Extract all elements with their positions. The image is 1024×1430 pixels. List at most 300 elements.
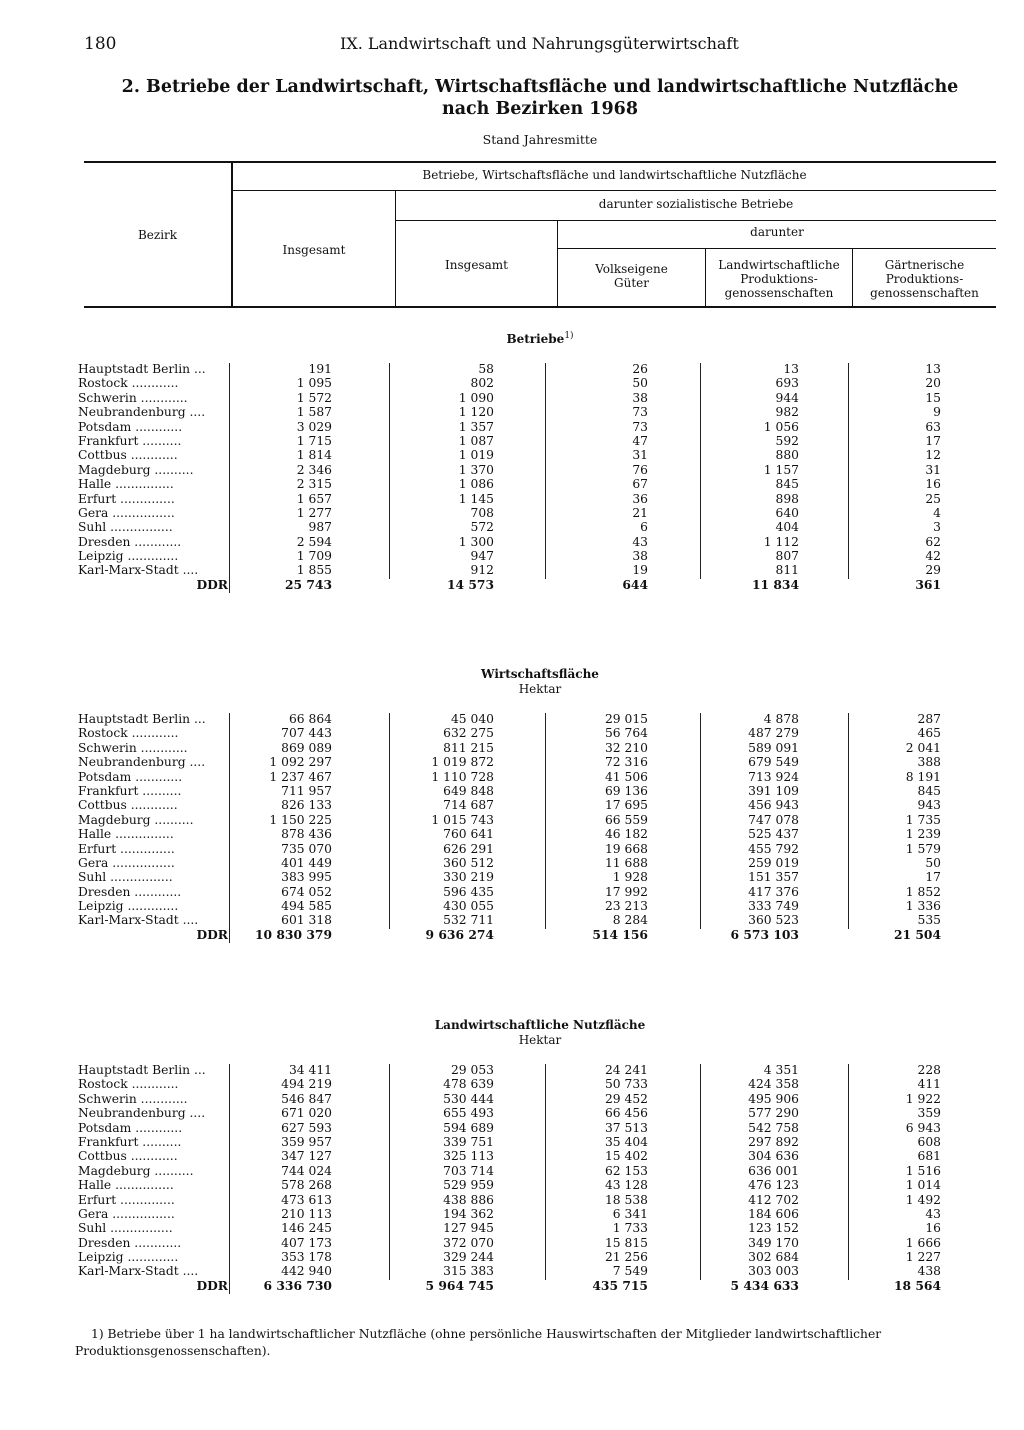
bezirk-name: Magdeburg .......... — [78, 1163, 194, 1178]
value-cell: 438 886 — [443, 1192, 494, 1207]
value-cell: 1 579 — [905, 841, 941, 856]
value-cell: 649 848 — [443, 783, 494, 798]
table-row — [0, 1092, 1024, 1106]
value-cell: 760 641 — [443, 827, 494, 842]
value-cell: 944 — [775, 390, 799, 405]
value-cell: 601 318 — [281, 913, 332, 928]
bezirk-name: Potsdam ............ — [78, 769, 183, 784]
bezirk-name: Halle ............... — [78, 827, 174, 842]
table-row — [0, 434, 1024, 448]
value-cell: 703 714 — [443, 1163, 494, 1178]
value-cell: 13 — [783, 362, 799, 376]
value-cell: 826 133 — [281, 798, 332, 813]
table-row — [0, 1135, 1024, 1149]
section-title-text: Wirtschaftsfläche — [481, 667, 599, 681]
value-cell: 38 — [632, 390, 648, 405]
value-cell: 15 815 — [604, 1235, 648, 1250]
value-cell: 43 — [925, 1206, 941, 1221]
value-cell: 608 — [917, 1134, 941, 1149]
value-cell: 2 594 — [296, 534, 332, 549]
value-cell: 21 504 — [893, 926, 941, 942]
bezirk-name: Hauptstadt Berlin ... — [78, 362, 206, 376]
bezirk-name: Leipzig ............. — [78, 549, 179, 564]
table-row — [0, 1077, 1024, 1091]
header-darunter: darunter — [750, 225, 804, 239]
value-cell: 56 764 — [604, 726, 648, 741]
section-title-text: Betriebe — [506, 332, 565, 346]
total-label: DDR — [196, 1278, 228, 1293]
bezirk-name: Suhl ................ — [78, 1221, 173, 1236]
column-separator — [545, 713, 546, 929]
header-top-label: Betriebe, Wirtschaftsfläche und landwirtschaftliche Nutzfläche — [422, 168, 807, 182]
value-cell: 707 443 — [281, 726, 332, 741]
bezirk-name: Leipzig ............. — [78, 1250, 179, 1265]
value-cell: 9 — [933, 405, 941, 420]
value-cell: 693 — [775, 376, 799, 391]
bezirk-name: Schwerin ............ — [78, 1091, 188, 1106]
value-cell: 1 086 — [458, 477, 494, 492]
value-cell: 535 — [917, 913, 941, 928]
value-cell: 3 — [933, 520, 941, 535]
value-cell: 50 — [925, 855, 941, 870]
value-cell: 430 055 — [443, 899, 494, 914]
value-cell: 487 279 — [748, 726, 799, 741]
value-cell: 123 152 — [748, 1221, 799, 1236]
value-cell: 46 182 — [604, 827, 648, 842]
value-cell: 1 735 — [905, 812, 941, 827]
table-row — [0, 770, 1024, 784]
value-cell: 596 435 — [443, 884, 494, 899]
value-cell: 708 — [470, 505, 494, 520]
value-cell: 50 — [632, 376, 648, 391]
value-cell: 127 945 — [443, 1221, 494, 1236]
column-separator — [700, 1064, 701, 1280]
value-cell: 1 814 — [296, 448, 332, 463]
value-cell: 1 150 225 — [269, 812, 332, 827]
value-cell: 578 268 — [281, 1178, 332, 1193]
bezirk-name: Cottbus ............ — [78, 1149, 178, 1164]
bezirk-name: Cottbus ............ — [78, 448, 178, 463]
value-cell: 943 — [917, 798, 941, 813]
value-cell: 438 — [917, 1264, 941, 1279]
value-cell: 26 — [632, 362, 648, 376]
header-hline-3 — [558, 248, 996, 249]
value-cell: 845 — [775, 477, 799, 492]
value-cell: 349 170 — [748, 1235, 799, 1250]
table-title — [0, 76, 1024, 120]
value-cell: 1 370 — [458, 462, 494, 477]
total-row — [0, 578, 1024, 592]
value-cell: 17 — [925, 433, 941, 448]
value-cell: 811 215 — [443, 740, 494, 755]
value-cell: 66 559 — [604, 812, 648, 827]
header-vline-1 — [231, 162, 233, 306]
value-cell: 476 123 — [748, 1178, 799, 1193]
value-cell: 1 120 — [458, 405, 494, 420]
value-cell: 31 — [925, 462, 941, 477]
bezirk-name: Frankfurt .......... — [78, 1134, 182, 1149]
table-row — [0, 1236, 1024, 1250]
table-row — [0, 563, 1024, 577]
bezirk-name: Frankfurt .......... — [78, 783, 182, 798]
value-cell: 62 153 — [604, 1163, 648, 1178]
value-cell: 2 346 — [296, 462, 332, 477]
bezirk-name: Hauptstadt Berlin ... — [78, 1063, 206, 1077]
value-cell: 681 — [917, 1149, 941, 1164]
header-darunter-sozialistisch: darunter sozialistische Betriebe — [598, 197, 794, 211]
column-separator — [700, 713, 701, 929]
total-row — [0, 1279, 1024, 1293]
column-separator — [545, 363, 546, 579]
bezirk-name: Erfurt .............. — [78, 1192, 175, 1207]
value-cell: 811 — [775, 563, 799, 578]
table-row — [0, 492, 1024, 506]
value-cell: 417 376 — [748, 884, 799, 899]
header-insgesamt: Insgesamt — [282, 243, 346, 257]
value-cell: 13 — [925, 362, 941, 376]
column-separator — [848, 713, 849, 929]
value-cell: 62 — [925, 534, 941, 549]
value-cell: 228 — [917, 1063, 941, 1077]
bezirk-name: Karl-Marx-Stadt .... — [78, 913, 199, 928]
value-cell: 589 091 — [748, 740, 799, 755]
value-cell: 845 — [917, 783, 941, 798]
value-cell: 912 — [470, 563, 494, 578]
value-cell: 21 — [632, 505, 648, 520]
value-cell: 1 112 — [763, 534, 799, 549]
value-cell: 546 847 — [281, 1091, 332, 1106]
section-title-betriebe — [380, 329, 700, 347]
value-cell: 19 668 — [604, 841, 648, 856]
value-cell: 8 284 — [612, 913, 648, 928]
table-row — [0, 463, 1024, 477]
value-cell: 45 040 — [450, 712, 494, 726]
bezirk-name: Erfurt .............. — [78, 491, 175, 506]
value-cell: 191 — [308, 362, 332, 376]
value-cell: 9 636 274 — [425, 926, 494, 942]
column-separator — [389, 713, 390, 929]
value-cell: 494 585 — [281, 899, 332, 914]
value-cell: 1 852 — [905, 884, 941, 899]
header-lpg-line2: Produktions- — [740, 272, 818, 286]
value-cell: 4 351 — [763, 1063, 799, 1077]
bezirk-name: Halle ............... — [78, 477, 174, 492]
value-cell: 878 436 — [281, 827, 332, 842]
bezirk-name: Gera ................ — [78, 505, 175, 520]
section-rows — [0, 1063, 1024, 1293]
table-row — [0, 827, 1024, 841]
value-cell: 41 506 — [604, 769, 648, 784]
value-cell: 47 — [632, 433, 648, 448]
value-cell: 1 110 728 — [431, 769, 494, 784]
section-rows — [0, 712, 1024, 942]
column-separator — [229, 1064, 230, 1294]
table-row — [0, 798, 1024, 812]
table-row — [0, 1193, 1024, 1207]
value-cell: 1 095 — [296, 376, 332, 391]
footnote: 1) Betriebe über 1 ha landwirtschaftlicher Nutzfläche (ohne persönliche Hauswirtschaften der Mitglieder landwirtschaftlicher Produktionsgenossenschaften). — [75, 1327, 882, 1358]
table-row — [0, 1221, 1024, 1235]
value-cell: 592 — [775, 433, 799, 448]
total-label: DDR — [196, 927, 228, 942]
bezirk-name: Potsdam ............ — [78, 419, 183, 434]
value-cell: 1 733 — [612, 1221, 648, 1236]
value-cell: 1 572 — [296, 390, 332, 405]
bezirk-name: Dresden ............ — [78, 1235, 182, 1250]
table-row — [0, 1164, 1024, 1178]
value-cell: 1 087 — [458, 433, 494, 448]
bezirk-name: Potsdam ............ — [78, 1120, 183, 1135]
value-cell: 594 689 — [443, 1120, 494, 1135]
value-cell: 18 538 — [604, 1192, 648, 1207]
column-separator — [389, 1064, 390, 1280]
value-cell: 73 — [632, 405, 648, 420]
value-cell: 714 687 — [443, 798, 494, 813]
value-cell: 407 173 — [281, 1235, 332, 1250]
value-cell: 12 — [925, 448, 941, 463]
bezirk-name: Neubrandenburg .... — [78, 1106, 206, 1121]
value-cell: 50 733 — [604, 1077, 648, 1092]
value-cell: 73 — [632, 419, 648, 434]
value-cell: 29 452 — [604, 1091, 648, 1106]
bezirk-name: Erfurt .............. — [78, 841, 175, 856]
value-cell: 947 — [470, 549, 494, 564]
bezirk-name: Gera ................ — [78, 1206, 175, 1221]
header-lpg-line1: Landwirtschaftliche — [718, 258, 840, 272]
value-cell: 1 015 743 — [431, 812, 494, 827]
value-cell: 5 964 745 — [425, 1277, 494, 1293]
value-cell: 898 — [775, 491, 799, 506]
value-cell: 1 014 — [905, 1178, 941, 1193]
value-cell: 18 564 — [893, 1277, 941, 1293]
value-cell: 259 019 — [748, 855, 799, 870]
value-cell: 361 — [915, 576, 941, 592]
value-cell: 1 145 — [458, 491, 494, 506]
column-separator — [229, 713, 230, 943]
value-cell: 711 957 — [281, 783, 332, 798]
value-cell: 6 — [640, 520, 648, 535]
value-cell: 5 434 633 — [730, 1277, 799, 1293]
value-cell: 29 — [925, 563, 941, 578]
value-cell: 67 — [632, 477, 648, 492]
value-cell: 339 751 — [443, 1134, 494, 1149]
value-cell: 1 239 — [905, 827, 941, 842]
table-row — [0, 506, 1024, 520]
value-cell: 3 029 — [296, 419, 332, 434]
table-title-line1: 2. Betriebe der Landwirtschaft, Wirtschaftsfläche und landwirtschaftliche Nutzfläche — [121, 77, 959, 97]
value-cell: 636 001 — [748, 1163, 799, 1178]
value-cell: 1 336 — [905, 899, 941, 914]
bezirk-name: Frankfurt .......... — [78, 433, 182, 448]
value-cell: 1 237 467 — [269, 769, 332, 784]
table-row — [0, 885, 1024, 899]
value-cell: 43 — [632, 534, 648, 549]
value-cell: 37 513 — [604, 1120, 648, 1135]
value-cell: 391 109 — [748, 783, 799, 798]
value-cell: 495 906 — [748, 1091, 799, 1106]
value-cell: 1 928 — [612, 870, 648, 885]
value-cell: 1 092 297 — [269, 755, 332, 770]
value-cell: 38 — [632, 549, 648, 564]
header-gpg — [853, 258, 996, 300]
table-row — [0, 741, 1024, 755]
section-title-text: Landwirtschaftliche Nutzfläche — [434, 1018, 646, 1032]
value-cell: 404 — [775, 520, 799, 535]
value-cell: 1 019 — [458, 448, 494, 463]
value-cell: 577 290 — [748, 1106, 799, 1121]
value-cell: 42 — [925, 549, 941, 564]
value-cell: 747 078 — [748, 812, 799, 827]
table-subtitle: Stand Jahresmitte — [482, 132, 598, 147]
column-separator — [389, 363, 390, 579]
value-cell: 807 — [775, 549, 799, 564]
value-cell: 1 587 — [296, 405, 332, 420]
column-separator — [848, 1064, 849, 1280]
value-cell: 1 090 — [458, 390, 494, 405]
value-cell: 184 606 — [748, 1206, 799, 1221]
value-cell: 359 957 — [281, 1134, 332, 1149]
header-gpg-line2: Produktions- — [885, 272, 964, 286]
table-row — [0, 448, 1024, 462]
table-row — [0, 755, 1024, 769]
section-unit: Hektar — [518, 682, 562, 696]
value-cell: 315 383 — [443, 1264, 494, 1279]
value-cell: 15 402 — [604, 1149, 648, 1164]
value-cell: 16 — [925, 477, 941, 492]
value-cell: 982 — [775, 405, 799, 420]
table-row — [0, 477, 1024, 491]
value-cell: 1 300 — [458, 534, 494, 549]
table-row — [0, 520, 1024, 534]
value-cell: 11 688 — [604, 855, 648, 870]
table-row — [0, 813, 1024, 827]
table-row — [0, 899, 1024, 913]
table-row — [0, 1063, 1024, 1077]
value-cell: 304 636 — [748, 1149, 799, 1164]
bezirk-name: Schwerin ............ — [78, 390, 188, 405]
value-cell: 360 512 — [443, 855, 494, 870]
value-cell: 8 191 — [905, 769, 941, 784]
value-cell: 20 — [925, 376, 941, 391]
value-cell: 1 277 — [296, 505, 332, 520]
value-cell: 674 052 — [281, 884, 332, 899]
bezirk-name: Karl-Marx-Stadt .... — [78, 1264, 199, 1279]
value-cell: 66 864 — [288, 712, 332, 726]
value-cell: 25 743 — [284, 576, 332, 592]
value-cell: 19 — [632, 563, 648, 578]
bezirk-name: Magdeburg .......... — [78, 462, 194, 477]
table-row — [0, 842, 1024, 856]
value-cell: 347 127 — [281, 1149, 332, 1164]
value-cell: 435 715 — [592, 1277, 648, 1293]
table-row — [0, 870, 1024, 884]
value-cell: 29 053 — [450, 1063, 494, 1077]
value-cell: 7 549 — [612, 1264, 648, 1279]
value-cell: 442 940 — [281, 1264, 332, 1279]
value-cell: 465 — [917, 726, 941, 741]
value-cell: 1 657 — [296, 491, 332, 506]
header-volkseigene-gueter — [558, 262, 705, 290]
bezirk-name: Suhl ................ — [78, 870, 173, 885]
header-insgesamt-soz: Insgesamt — [445, 258, 508, 272]
value-cell: 2 315 — [296, 477, 332, 492]
value-cell: 1 157 — [763, 462, 799, 477]
value-cell: 17 992 — [604, 884, 648, 899]
value-cell: 1 922 — [905, 1091, 941, 1106]
value-cell: 4 — [933, 505, 941, 520]
value-cell: 210 113 — [281, 1206, 332, 1221]
value-cell: 6 336 730 — [263, 1277, 332, 1293]
header-bezirk: Bezirk — [137, 228, 178, 242]
section-title-wirtschaftsflaeche — [380, 667, 700, 697]
bezirk-name: Rostock ............ — [78, 726, 179, 741]
value-cell: 302 684 — [748, 1250, 799, 1265]
value-cell: 514 156 — [592, 926, 648, 942]
bezirk-name: Dresden ............ — [78, 534, 182, 549]
header-hline-2 — [396, 220, 996, 221]
table-row — [0, 362, 1024, 376]
value-cell: 542 758 — [748, 1120, 799, 1135]
table-title-line2: nach Bezirken 1968 — [441, 99, 639, 119]
bezirk-name: Dresden ............ — [78, 884, 182, 899]
value-cell: 679 549 — [748, 755, 799, 770]
value-cell: 23 213 — [604, 899, 648, 914]
bezirk-name: Gera ................ — [78, 855, 175, 870]
bezirk-name: Leipzig ............. — [78, 899, 179, 914]
value-cell: 353 178 — [281, 1250, 332, 1265]
value-cell: 17 695 — [604, 798, 648, 813]
section-title-nutzflaeche — [380, 1018, 700, 1048]
value-cell: 473 613 — [281, 1192, 332, 1207]
header-veg-line2: Güter — [614, 276, 649, 290]
table-row — [0, 405, 1024, 419]
value-cell: 1 516 — [905, 1163, 941, 1178]
value-cell: 735 070 — [281, 841, 332, 856]
value-cell: 72 316 — [604, 755, 648, 770]
bezirk-name: Rostock ............ — [78, 376, 179, 391]
value-cell: 4 878 — [763, 712, 799, 726]
value-cell: 627 593 — [281, 1120, 332, 1135]
value-cell: 383 995 — [281, 870, 332, 885]
value-cell: 529 959 — [443, 1178, 494, 1193]
value-cell: 987 — [308, 520, 332, 535]
table-row — [0, 726, 1024, 740]
value-cell: 525 437 — [748, 827, 799, 842]
value-cell: 456 943 — [748, 798, 799, 813]
value-cell: 644 — [622, 576, 648, 592]
value-cell: 25 — [925, 491, 941, 506]
table-row — [0, 391, 1024, 405]
value-cell: 632 275 — [443, 726, 494, 741]
value-cell: 388 — [917, 755, 941, 770]
header-gpg-line1: Gärtnerische — [884, 258, 965, 272]
total-row — [0, 928, 1024, 942]
value-cell: 411 — [917, 1077, 941, 1092]
value-cell: 655 493 — [443, 1106, 494, 1121]
value-cell: 530 444 — [443, 1091, 494, 1106]
value-cell: 329 244 — [443, 1250, 494, 1265]
table-row — [0, 376, 1024, 390]
value-cell: 15 — [925, 390, 941, 405]
table-row — [0, 1250, 1024, 1264]
value-cell: 640 — [775, 505, 799, 520]
value-cell: 532 711 — [443, 913, 494, 928]
value-cell: 6 341 — [612, 1206, 648, 1221]
value-cell: 494 219 — [281, 1077, 332, 1092]
value-cell: 58 — [478, 362, 494, 376]
value-cell: 325 113 — [443, 1149, 494, 1164]
value-cell: 76 — [632, 462, 648, 477]
